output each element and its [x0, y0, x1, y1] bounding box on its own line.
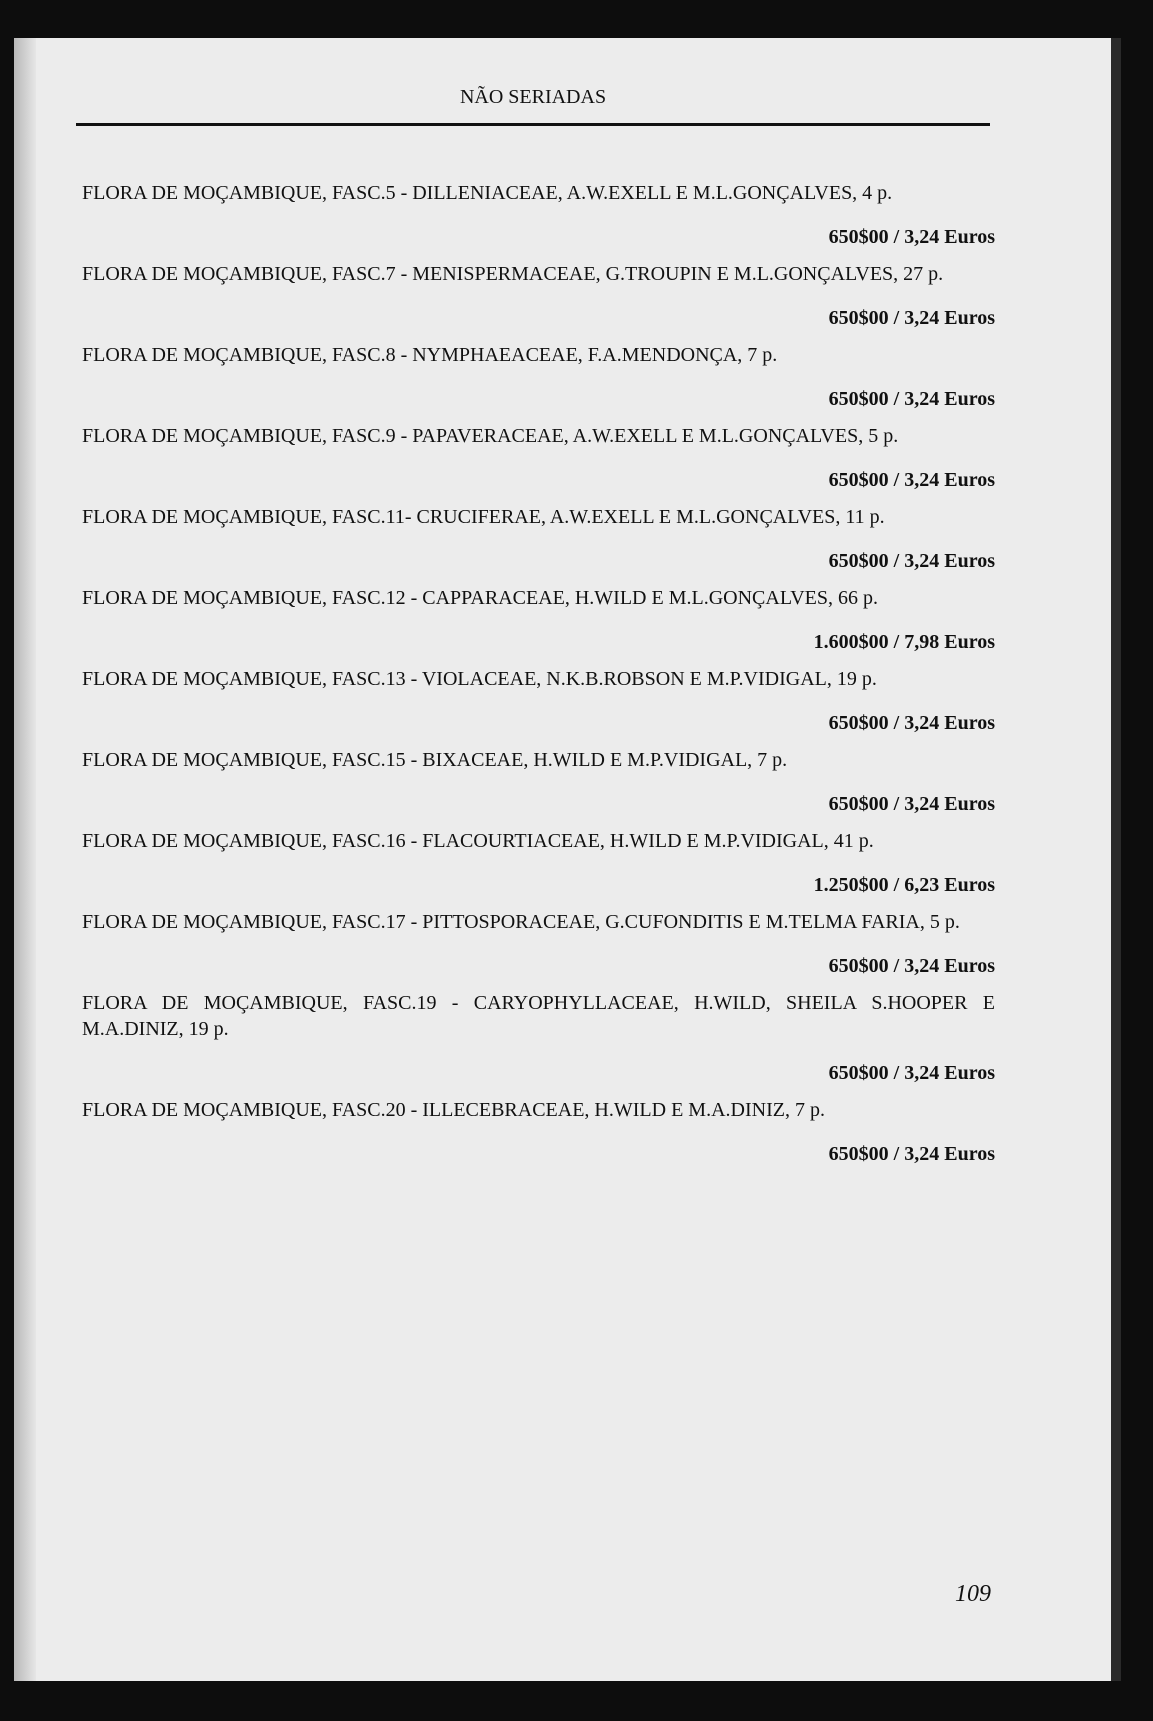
entry-price: 650$00 / 3,24 Euros — [828, 226, 995, 248]
page-header: NÃO SERIADAS — [459, 86, 607, 108]
entry-description: FLORA DE MOÇAMBIQUE, FASC.19 - CARYOPHYLLACEAE, H.WILD, SHEILA S.HOOPER E M.A.DINIZ, 19 p. — [82, 992, 995, 1040]
entry-price: 650$00 / 3,24 Euros — [828, 1062, 995, 1084]
entry-description: FLORA DE MOÇAMBIQUE, FASC.20 - ILLECEBRACEAE, H.WILD E M.A.DINIZ, 7 p. — [82, 1099, 825, 1121]
entry-description: FLORA DE MOÇAMBIQUE, FASC.13 - VIOLACEAE, N.K.B.ROBSON E M.P.VIDIGAL, 19 p. — [82, 668, 877, 690]
entry-price: 650$00 / 3,24 Euros — [828, 550, 995, 572]
catalog-entry — [82, 504, 995, 573]
entry-price: 650$00 / 3,24 Euros — [828, 1143, 995, 1165]
catalog-entry — [82, 423, 995, 492]
entry-price: 650$00 / 3,24 Euros — [828, 955, 995, 977]
catalog-entry — [82, 261, 995, 330]
entry-description: FLORA DE MOÇAMBIQUE, FASC.8 - NYMPHAEACEAE, F.A.MENDONÇA, 7 p. — [82, 344, 778, 366]
catalog-entry — [82, 909, 995, 978]
entry-description: FLORA DE MOÇAMBIQUE, FASC.16 - FLACOURTIACEAE, H.WILD E M.P.VIDIGAL, 41 p. — [82, 830, 874, 852]
entry-price: 650$00 / 3,24 Euros — [828, 712, 995, 734]
catalog-entry — [82, 585, 995, 654]
entry-price: 650$00 / 3,24 Euros — [828, 307, 995, 329]
entry-description: FLORA DE MOÇAMBIQUE, FASC.12 - CAPPARACEAE, H.WILD E M.L.GONÇALVES, 66 p. — [82, 587, 878, 609]
catalog-entry — [82, 342, 995, 411]
header-rule — [76, 123, 990, 126]
catalog-entry — [82, 828, 995, 897]
entry-description: FLORA DE MOÇAMBIQUE, FASC.17 - PITTOSPORACEAE, G.CUFONDITIS E M.TELMA FARIA, 5 p. — [82, 911, 960, 933]
entry-description: FLORA DE MOÇAMBIQUE, FASC.9 - PAPAVERACEAE, A.W.EXELL E M.L.GONÇALVES, 5 p. — [82, 425, 899, 447]
catalog-entry — [82, 990, 995, 1085]
entry-description: FLORA DE MOÇAMBIQUE, FASC.5 - DILLENIACEAE, A.W.EXELL E M.L.GONÇALVES, 4 p. — [82, 182, 893, 204]
entry-price: 650$00 / 3,24 Euros — [828, 388, 995, 410]
catalog-list — [82, 180, 995, 1178]
entry-price: 1.600$00 / 7,98 Euros — [813, 631, 995, 653]
entry-price: 650$00 / 3,24 Euros — [828, 469, 995, 491]
catalog-entry — [82, 747, 995, 816]
entry-description: FLORA DE MOÇAMBIQUE, FASC.7 - MENISPERMACEAE, G.TROUPIN E M.L.GONÇALVES, 27 p. — [82, 263, 944, 285]
page-number: 109 — [955, 1581, 991, 1607]
entry-description: FLORA DE MOÇAMBIQUE, FASC.11- CRUCIFERAE, A.W.EXELL E M.L.GONÇALVES, 11 p. — [82, 506, 885, 528]
catalog-entry — [82, 180, 995, 249]
entry-description: FLORA DE MOÇAMBIQUE, FASC.15 - BIXACEAE, H.WILD E M.P.VIDIGAL, 7 p. — [82, 749, 788, 771]
entry-price: 650$00 / 3,24 Euros — [828, 793, 995, 815]
catalog-entry — [82, 1097, 995, 1166]
entry-price: 1.250$00 / 6,23 Euros — [813, 874, 995, 896]
catalog-entry — [82, 666, 995, 735]
